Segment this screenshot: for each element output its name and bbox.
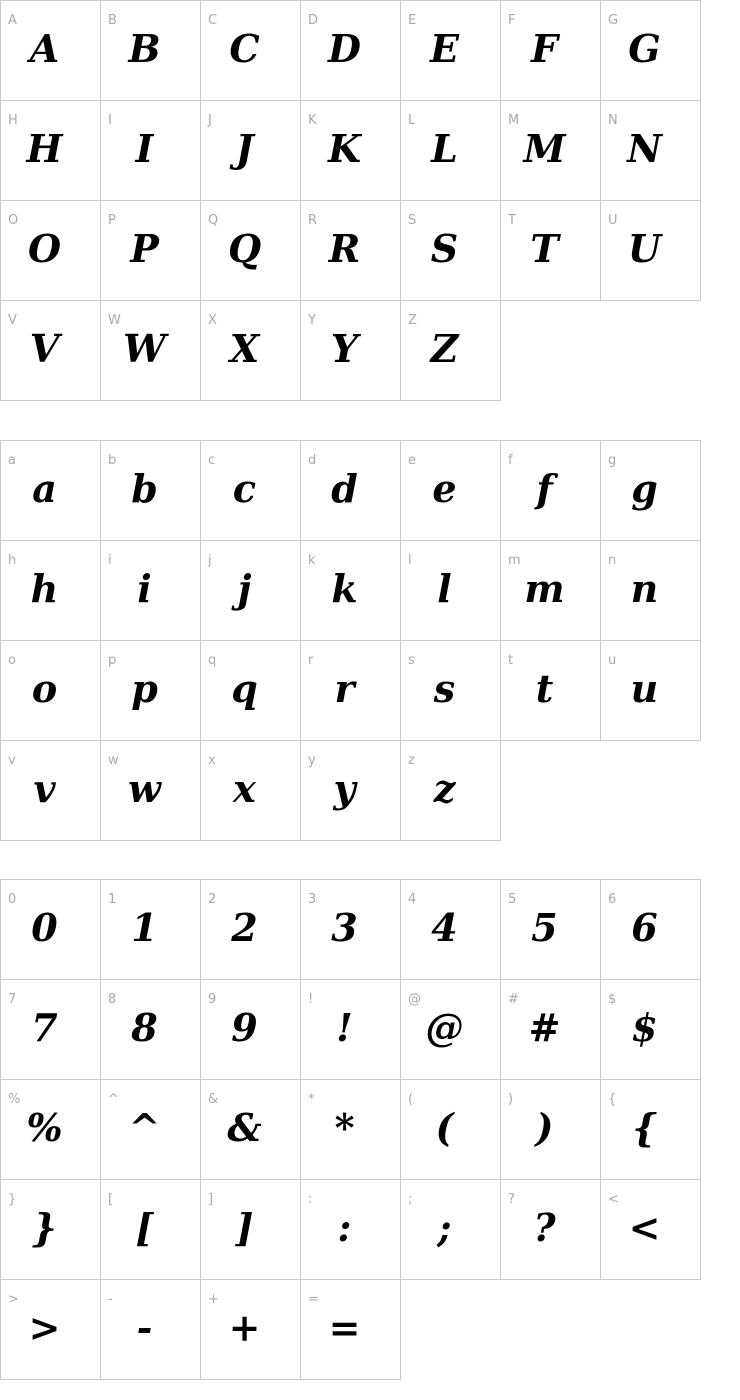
glyph-cell [401, 980, 501, 1080]
glyph-preview: ) [535, 1105, 554, 1150]
glyph-cell [1, 741, 101, 841]
glyph-preview: H [26, 126, 63, 171]
glyph-preview: - [136, 1305, 153, 1350]
glyph-cell [101, 880, 201, 980]
glyph-cell [101, 201, 201, 301]
glyph-cell [501, 101, 601, 201]
glyph-preview: r [334, 666, 355, 711]
glyph-character-label: 5 [508, 892, 517, 907]
glyph-preview: } [32, 1205, 57, 1250]
glyph-cell [601, 201, 701, 301]
glyph-cell [101, 1280, 201, 1380]
glyph-preview: W [123, 326, 166, 371]
glyph-preview: i [137, 566, 152, 611]
glyph-cell [501, 880, 601, 980]
glyph-character-label: ? [508, 1192, 515, 1207]
glyph-preview: 1 [131, 905, 158, 950]
glyph-cell [401, 1080, 501, 1180]
glyph-character-label: ) [508, 1092, 514, 1107]
glyph-character-label: g [608, 453, 617, 468]
glyph-character-label: $ [608, 992, 617, 1007]
glyph-character-label: v [8, 753, 16, 768]
glyph-cell [501, 1180, 601, 1280]
glyph-preview: = [328, 1305, 361, 1350]
glyph-character-label: D [308, 13, 319, 28]
glyph-character-label: q [208, 653, 217, 668]
glyph-cell [601, 980, 701, 1080]
glyph-cell [601, 541, 701, 641]
glyph-character-label: w [108, 753, 119, 768]
glyph-character-label: ^ [108, 1092, 119, 1107]
glyph-character-label: * [308, 1092, 315, 1107]
glyph-preview: ! [336, 1005, 353, 1050]
glyph-section-lowercase-letters [0, 440, 701, 841]
glyph-preview: X [229, 326, 260, 371]
glyph-preview: a [32, 466, 57, 511]
glyph-character-label: B [108, 13, 117, 28]
glyph-preview: g [631, 466, 658, 511]
glyph-preview: 6 [631, 905, 658, 950]
glyph-cell [1, 201, 101, 301]
glyph-character-label: # [508, 992, 519, 1007]
glyph-cell [1, 1280, 101, 1380]
glyph-preview: 8 [131, 1005, 158, 1050]
glyph-cell [401, 1, 501, 101]
glyph-preview: 4 [431, 905, 458, 950]
glyph-cell [501, 641, 601, 741]
glyph-character-label: y [308, 753, 316, 768]
glyph-preview: d [331, 466, 358, 511]
glyph-character-label: L [408, 113, 416, 128]
glyph-cell [601, 1080, 701, 1180]
glyph-cell [401, 301, 501, 401]
glyph-cell [201, 1280, 301, 1380]
glyph-preview: m [524, 566, 565, 611]
glyph-cell [401, 201, 501, 301]
glyph-preview: b [131, 466, 158, 511]
glyph-character-label: f [508, 453, 513, 468]
glyph-preview: S [430, 226, 459, 271]
glyph-preview: Q [227, 226, 262, 271]
glyph-cell [601, 880, 701, 980]
glyph-character-label: e [408, 453, 416, 468]
glyph-preview: Y [330, 326, 359, 371]
glyph-character-label: J [208, 113, 212, 128]
glyph-character-label: < [608, 1192, 619, 1207]
glyph-character-label: G [608, 13, 619, 28]
glyph-preview: h [30, 566, 59, 611]
glyph-character-label: E [408, 13, 417, 28]
glyph-preview: $ [631, 1005, 658, 1050]
glyph-cell [201, 1080, 301, 1180]
glyph-cell [601, 1180, 701, 1280]
glyph-character-label: z [408, 753, 415, 768]
glyph-cell [401, 101, 501, 201]
glyph-cell [201, 201, 301, 301]
glyph-cell [1, 641, 101, 741]
glyph-cell [101, 741, 201, 841]
glyph-cell [501, 1080, 601, 1180]
glyph-character-label: U [608, 213, 618, 228]
glyph-character-label: ! [308, 992, 314, 1007]
glyph-preview: A [29, 26, 60, 71]
glyph-cell [401, 880, 501, 980]
glyph-character-label: 9 [208, 992, 217, 1007]
glyph-character-label: O [8, 213, 19, 228]
glyph-cell [1, 1180, 101, 1280]
glyph-cell [301, 1180, 401, 1280]
glyph-character-label: l [408, 553, 412, 568]
glyph-character-label: ] [208, 1192, 214, 1207]
glyph-cell [101, 301, 201, 401]
glyph-cell [601, 441, 701, 541]
glyph-cell [601, 101, 701, 201]
glyph-preview: % [26, 1105, 63, 1150]
glyph-preview: o [31, 666, 58, 711]
glyph-preview: O [27, 226, 62, 271]
glyph-character-label: Y [308, 313, 316, 328]
glyph-character-label: K [308, 113, 317, 128]
glyph-preview: @ [425, 1005, 464, 1050]
glyph-cell [201, 541, 301, 641]
glyph-preview: x [233, 766, 256, 811]
glyph-character-label: [ [108, 1192, 114, 1207]
glyph-character-label: s [408, 653, 415, 668]
glyph-character-label: N [608, 113, 618, 128]
glyph-character-label: + [208, 1292, 219, 1307]
glyph-character-label: b [108, 453, 117, 468]
glyph-character-label: & [208, 1092, 219, 1107]
glyph-character-label: r [308, 653, 314, 668]
glyph-character-label: @ [408, 992, 421, 1007]
glyph-character-label: 3 [308, 892, 317, 907]
glyph-cell [501, 441, 601, 541]
glyph-preview: 9 [231, 1005, 258, 1050]
glyph-cell [101, 641, 201, 741]
glyph-cell [101, 441, 201, 541]
glyph-character-label: k [308, 553, 316, 568]
glyph-cell [301, 1280, 401, 1380]
glyph-character-label: T [508, 213, 516, 228]
glyph-character-label: A [8, 13, 17, 28]
glyph-preview: : [337, 1205, 352, 1250]
glyph-character-label: n [608, 553, 617, 568]
glyph-character-label: 6 [608, 892, 617, 907]
glyph-preview: < [628, 1205, 661, 1250]
glyph-preview: l [437, 566, 452, 611]
glyph-preview: L [431, 126, 458, 171]
glyph-character-label: { [608, 1092, 617, 1107]
glyph-preview: * [334, 1105, 355, 1150]
glyph-preview: N [627, 126, 662, 171]
glyph-cell [301, 541, 401, 641]
glyph-cell [201, 101, 301, 201]
glyph-cell [101, 101, 201, 201]
glyph-preview: J [235, 126, 254, 171]
glyph-preview: M [523, 126, 566, 171]
glyph-preview: B [128, 26, 161, 71]
glyph-character-label: Z [408, 313, 417, 328]
glyph-cell [101, 1, 201, 101]
glyph-character-label: Q [208, 213, 219, 228]
glyph-character-label: I [108, 113, 112, 128]
glyph-cell [1, 301, 101, 401]
glyph-cell [301, 441, 401, 541]
glyph-preview: 3 [331, 905, 358, 950]
glyph-cell [1, 101, 101, 201]
glyph-cell [201, 880, 301, 980]
glyph-cell [401, 1180, 501, 1280]
glyph-character-label: a [8, 453, 16, 468]
glyph-cell [201, 741, 301, 841]
glyph-preview: ; [437, 1205, 452, 1250]
glyph-character-label: x [208, 753, 216, 768]
glyph-cell [401, 641, 501, 741]
glyph-character-label: H [8, 113, 18, 128]
glyph-cell [501, 980, 601, 1080]
glyph-character-label: 8 [108, 992, 117, 1007]
glyph-preview: e [432, 466, 457, 511]
glyph-cell [1, 880, 101, 980]
glyph-cell [601, 1, 701, 101]
glyph-preview: E [430, 26, 459, 71]
glyph-preview: R [328, 226, 361, 271]
glyph-preview: Z [430, 326, 459, 371]
glyph-preview: > [28, 1305, 61, 1350]
glyph-preview: ? [533, 1205, 556, 1250]
glyph-character-label: ( [408, 1092, 414, 1107]
glyph-character-label: % [8, 1092, 21, 1107]
glyph-preview: u [630, 666, 659, 711]
glyph-cell [501, 1, 601, 101]
glyph-character-label: 0 [8, 892, 17, 907]
glyph-preview: ^ [128, 1105, 161, 1150]
glyph-cell [301, 301, 401, 401]
glyph-preview: U [627, 226, 662, 271]
glyph-preview: ] [235, 1205, 254, 1250]
glyph-preview: # [528, 1005, 561, 1050]
glyph-character-label: 7 [8, 992, 17, 1007]
glyph-cell [1, 1080, 101, 1180]
glyph-cell [201, 1, 301, 101]
glyph-character-label: F [508, 13, 516, 28]
glyph-preview: v [33, 766, 56, 811]
glyph-cell [301, 201, 401, 301]
glyph-preview: 0 [31, 905, 58, 950]
glyph-cell [401, 541, 501, 641]
glyph-character-label: M [508, 113, 520, 128]
glyph-character-label: W [108, 313, 121, 328]
glyph-character-label: o [8, 653, 16, 668]
glyph-character-label: ; [408, 1192, 413, 1207]
glyph-character-label: i [108, 553, 112, 568]
glyph-character-label: C [208, 13, 218, 28]
glyph-preview: w [128, 766, 161, 811]
glyph-cell [101, 1180, 201, 1280]
glyph-cell [201, 441, 301, 541]
glyph-preview: k [331, 566, 358, 611]
glyph-cell [1, 980, 101, 1080]
glyph-preview: G [628, 26, 661, 71]
glyph-cell [301, 880, 401, 980]
glyph-character-label: } [8, 1192, 17, 1207]
glyph-character-label: V [8, 313, 17, 328]
glyph-preview: D [328, 26, 361, 71]
glyph-section-numerals-and-symbols [0, 879, 701, 1380]
glyph-preview: T [530, 226, 559, 271]
glyph-preview: V [29, 326, 60, 371]
glyph-preview: z [433, 766, 456, 811]
glyph-character-label: S [408, 213, 417, 228]
glyph-preview: c [232, 466, 257, 511]
glyph-cell [1, 1, 101, 101]
glyph-cell [301, 741, 401, 841]
glyph-preview: K [327, 126, 362, 171]
glyph-character-label: - [108, 1292, 113, 1307]
glyph-character-label: h [8, 553, 17, 568]
glyph-cell [1, 541, 101, 641]
glyph-preview: C [229, 26, 260, 71]
glyph-preview: y [333, 766, 356, 811]
glyph-cell [101, 1080, 201, 1180]
glyph-preview: p [131, 666, 158, 711]
glyph-preview: t [535, 666, 554, 711]
glyph-character-label: = [308, 1292, 319, 1307]
glyph-preview: 2 [231, 905, 258, 950]
glyph-character-label: 4 [408, 892, 417, 907]
glyph-preview: n [630, 566, 659, 611]
glyph-cell [201, 1180, 301, 1280]
glyph-preview: I [135, 126, 154, 171]
glyph-cell [301, 980, 401, 1080]
glyph-preview: s [433, 666, 456, 711]
glyph-character-label: p [108, 653, 117, 668]
glyph-preview: P [130, 226, 159, 271]
glyph-preview: q [231, 666, 258, 711]
glyph-preview: F [531, 26, 558, 71]
glyph-cell [201, 980, 301, 1080]
glyph-character-label: R [308, 213, 318, 228]
glyph-cell [301, 641, 401, 741]
glyph-cell [601, 641, 701, 741]
glyph-cell [301, 1, 401, 101]
glyph-cell [401, 441, 501, 541]
glyph-cell [301, 1080, 401, 1180]
glyph-cell [201, 641, 301, 741]
glyph-cell [401, 741, 501, 841]
glyph-preview: 5 [531, 905, 558, 950]
glyph-preview: [ [135, 1205, 154, 1250]
glyph-preview: { [632, 1105, 657, 1150]
glyph-cell [201, 301, 301, 401]
glyph-character-label: : [308, 1192, 313, 1207]
glyph-character-label: j [208, 553, 212, 568]
glyph-preview: ( [435, 1105, 454, 1150]
glyph-character-label: t [508, 653, 514, 668]
glyph-character-label: P [108, 213, 116, 228]
glyph-cell [101, 980, 201, 1080]
glyph-preview: & [227, 1105, 262, 1150]
glyph-preview: 7 [31, 1005, 58, 1050]
glyph-cell [501, 541, 601, 641]
glyph-character-label: 1 [108, 892, 117, 907]
glyph-preview: f [536, 466, 553, 511]
glyph-character-label: m [508, 553, 521, 568]
glyph-character-label: u [608, 653, 617, 668]
glyph-character-label: X [208, 313, 217, 328]
glyph-character-label: 2 [208, 892, 217, 907]
glyph-preview: j [237, 566, 252, 611]
glyph-cell [101, 541, 201, 641]
glyph-character-label: c [208, 453, 216, 468]
glyph-cell [501, 201, 601, 301]
glyph-section-uppercase-letters [0, 0, 701, 401]
glyph-character-label: > [8, 1292, 19, 1307]
glyph-cell [1, 441, 101, 541]
glyph-cell [301, 101, 401, 201]
glyph-character-label: d [308, 453, 317, 468]
glyph-preview: + [228, 1305, 261, 1350]
